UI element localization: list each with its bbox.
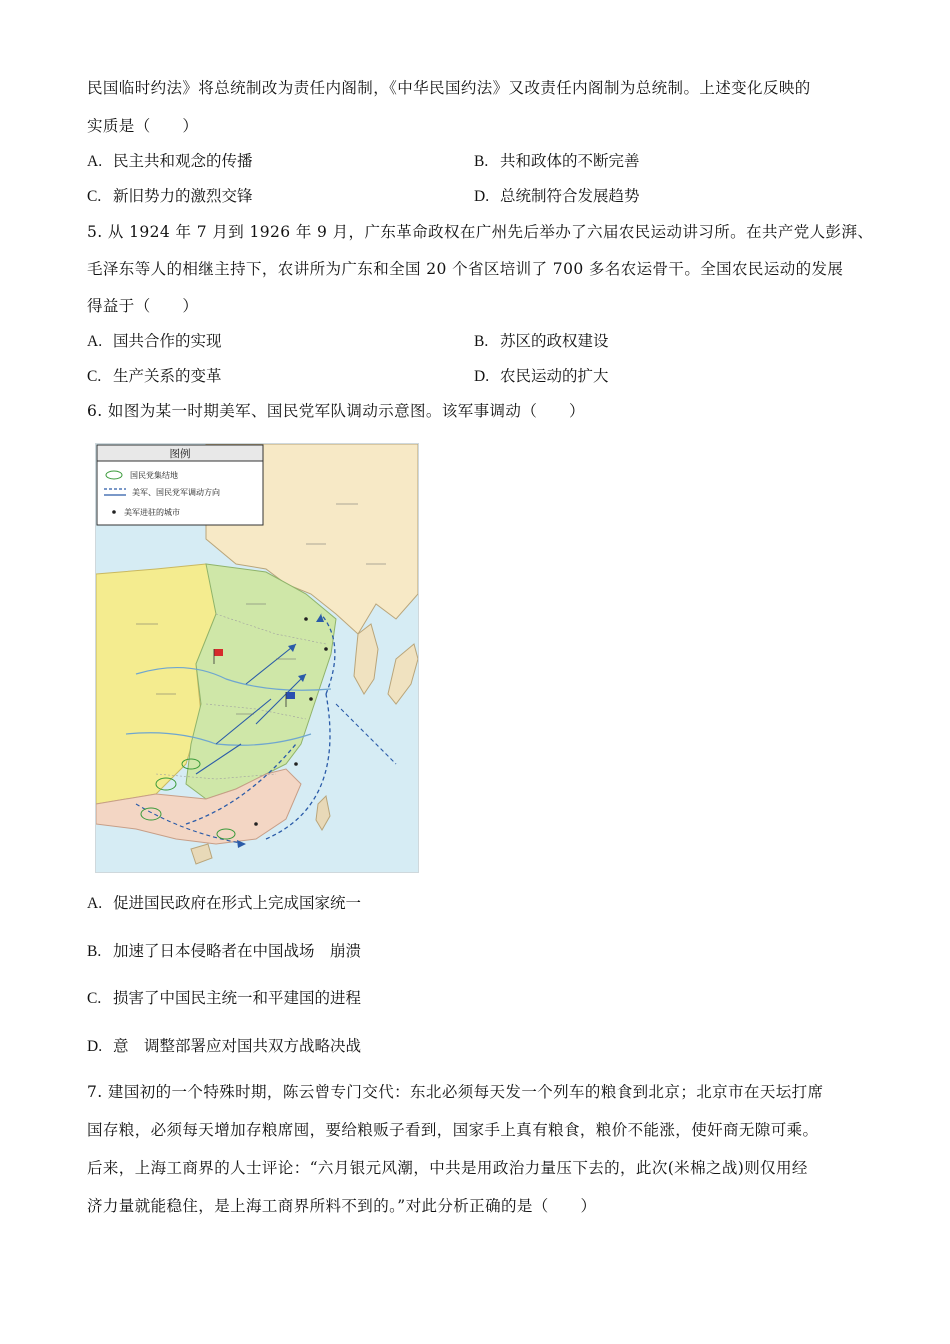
q7-stem-line-1: 7. 建国初的一个特殊时期，陈云曾专门交代：东北必须每天发一个列车的粮食到北京；北京市在天坛打席: [87, 1083, 824, 1101]
q6-option-a[interactable]: [87, 891, 361, 913]
option-label: D.: [474, 368, 490, 385]
troop-movement-map: [95, 443, 419, 873]
map-drawing: [96, 444, 418, 872]
option-label: D.: [87, 1038, 103, 1055]
legend-item-movement: 美军、国民党军调动方向: [132, 488, 220, 497]
option-text: 农民运动的扩大: [500, 367, 609, 385]
option-text: 苏区的政权建设: [500, 332, 609, 350]
q5-option-c[interactable]: [87, 364, 222, 386]
legend-title: 图例: [169, 448, 191, 460]
option-text: 国共合作的实现: [113, 332, 222, 350]
q5-option-d[interactable]: [474, 364, 609, 386]
option-label: B.: [474, 333, 489, 350]
q6-stem-line-1: 6. 如图为某一时期美军、国民党军队调动示意图。该军事调动（ ）: [87, 402, 585, 420]
option-label: A.: [87, 895, 103, 912]
q6-option-d[interactable]: [87, 1034, 361, 1056]
q5-option-b[interactable]: [474, 329, 609, 351]
option-label: C.: [87, 188, 102, 205]
option-label: A.: [87, 333, 103, 350]
option-text: 民主共和观念的传播: [113, 152, 253, 170]
option-text: 总统制符合发展趋势: [500, 187, 640, 205]
q4-option-a[interactable]: [87, 149, 253, 171]
q5-option-a[interactable]: [87, 329, 222, 351]
option-label: C.: [87, 368, 102, 385]
option-text: 新旧势力的激烈交锋: [113, 187, 253, 205]
q4-option-d[interactable]: [474, 184, 640, 206]
q4-option-c[interactable]: [87, 184, 253, 206]
q5-stem-line-2: 毛泽东等人的相继主持下，农讲所为广东和全国 20 个省区培训了 700 多名农运骨干。全国农民运动的发展: [87, 260, 844, 278]
q4-stem-line-2: 实质是（ ）: [87, 117, 199, 135]
option-text: 意 调整部署应对国共双方战略决战: [113, 1037, 362, 1055]
q7-stem-line-2: 国存粮，必须每天增加存粮席囤，要给粮贩子看到，国家手上真有粮食，粮价不能涨，使奸商无隙可乘。: [87, 1121, 819, 1139]
q4-stem-line-1: 民国临时约法》将总统制改为责任内阁制，《中华民国约法》又改责任内阁制为总统制。上述变化反映的: [87, 79, 811, 97]
option-label: C.: [87, 990, 102, 1007]
legend-item-city: 美军进驻的城市: [124, 508, 180, 517]
q7-stem-line-4: 济力量就能稳住，是上海工商界所料不到的。”对此分析正确的是（ ）: [87, 1197, 597, 1215]
option-text: 促进国民政府在形式上完成国家统一: [113, 894, 362, 912]
q5-stem-line-1: 5. 从 1924 年 7 月到 1926 年 9 月，广东革命政权在广州先后举办了六届农民运动讲习所。在共产党人彭湃、: [87, 223, 874, 241]
q4-option-b[interactable]: [474, 149, 640, 171]
option-label: D.: [474, 188, 490, 205]
city-dot-icon: [112, 510, 116, 514]
map-legend: [97, 445, 263, 525]
option-text: 加速了日本侵略者在中国战场 崩溃: [113, 942, 362, 960]
option-text: 共和政体的不断完善: [500, 152, 640, 170]
q6-option-c[interactable]: [87, 986, 361, 1008]
q6-option-b[interactable]: [87, 939, 361, 961]
legend-item-assembly: 国民党集结地: [130, 471, 178, 480]
option-label: B.: [87, 943, 102, 960]
q7-stem-line-3: 后来，上海工商界的人士评论：“六月银元风潮，中共是用政治力量压下去的，此次(米棉之战)则仅用经: [87, 1159, 808, 1177]
option-text: 生产关系的变革: [113, 367, 222, 385]
option-label: B.: [474, 153, 489, 170]
q5-stem-line-3: 得益于（ ）: [87, 297, 199, 315]
option-label: A.: [87, 153, 103, 170]
option-text: 损害了中国民主统一和平建国的进程: [113, 989, 362, 1007]
